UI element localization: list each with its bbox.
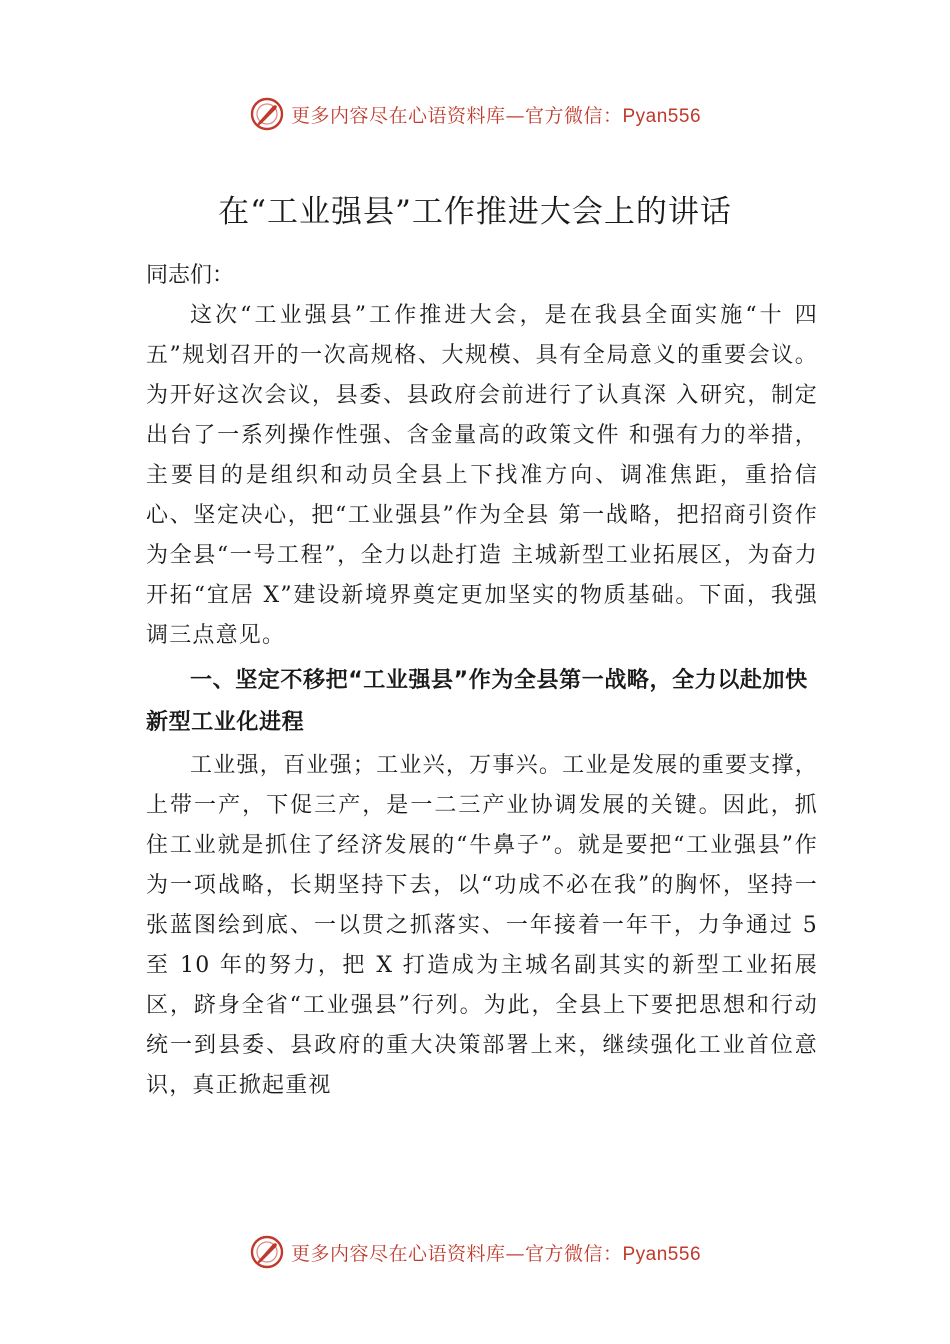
quill-logo-icon: [249, 1234, 285, 1270]
watermark-wechat-id: Pyan556: [622, 105, 702, 127]
watermark-brand: 更多内容尽在心语资料库: [290, 104, 506, 127]
watermark-label: 官方微信：: [524, 104, 623, 127]
quill-logo-icon: [249, 96, 285, 132]
salutation: 同志们：: [146, 263, 235, 288]
watermark-footer: [0, 1234, 950, 1270]
watermark-label: 官方微信：: [524, 1242, 623, 1265]
document-title: 在“工业强县”工作推进大会上的讲话: [218, 194, 732, 230]
section-heading-1: 一、坚定不移把“工业强县”作为全县第一战略，全力以赴加快新型工业化进程: [146, 668, 808, 735]
watermark-header: [0, 96, 950, 132]
watermark-brand: 更多内容尽在心语资料库: [290, 1242, 506, 1265]
paragraph-section-1: 工业强，百业强；工业兴，万事兴。工业是发展的重要支撑，上带一产，下促三产，是一二三产业协调发展的关键。因此，抓住工业就是抓住了经济发展的“牛鼻子”。就是要把“工业强县”作为一项战略，长期坚持下去，以“功成不必在我”的胸怀，坚持一张蓝图绘到底、一以贯之抓落实、一年接着一年干，力争通过 5 至 10 年的努力，把 X 打造成为主城名副其实的新型工业拓展区，跻身全省“工业强县”行列。为此，全县上下要把思想和行动统一到县委、县政府的重大决策部署上来，继续强化工业首位意识，真正掀起重视: [146, 753, 818, 1098]
watermark-wechat-id: Pyan556: [622, 1243, 702, 1265]
watermark-separator: —: [505, 104, 525, 127]
watermark-separator: —: [505, 1242, 525, 1265]
paragraph-intro: 这次“工业强县”工作推进大会，是在我县全面实施“十 四五”规划召开的一次高规格、大规模、具有全局意义的重要会议。为开好这次会议，县委、县政府会前进行了认真深 入研究，制定出台了一系列操作性强、含金量高的政策文件 和强有力的举措，主要目的是组织和动员全县上下找准方向、调准焦距，重拾信心、坚定决心，把“工业强县”作为全县 第一战略，把招商引资作为全县“一号工程”，全力以赴打造 主城新型工业拓展区，为奋力开拓“宜居 X”建设新境界奠定更加坚实的物质基础。下面，我强调三点意见。: [146, 303, 818, 648]
document-body: [146, 256, 818, 1106]
